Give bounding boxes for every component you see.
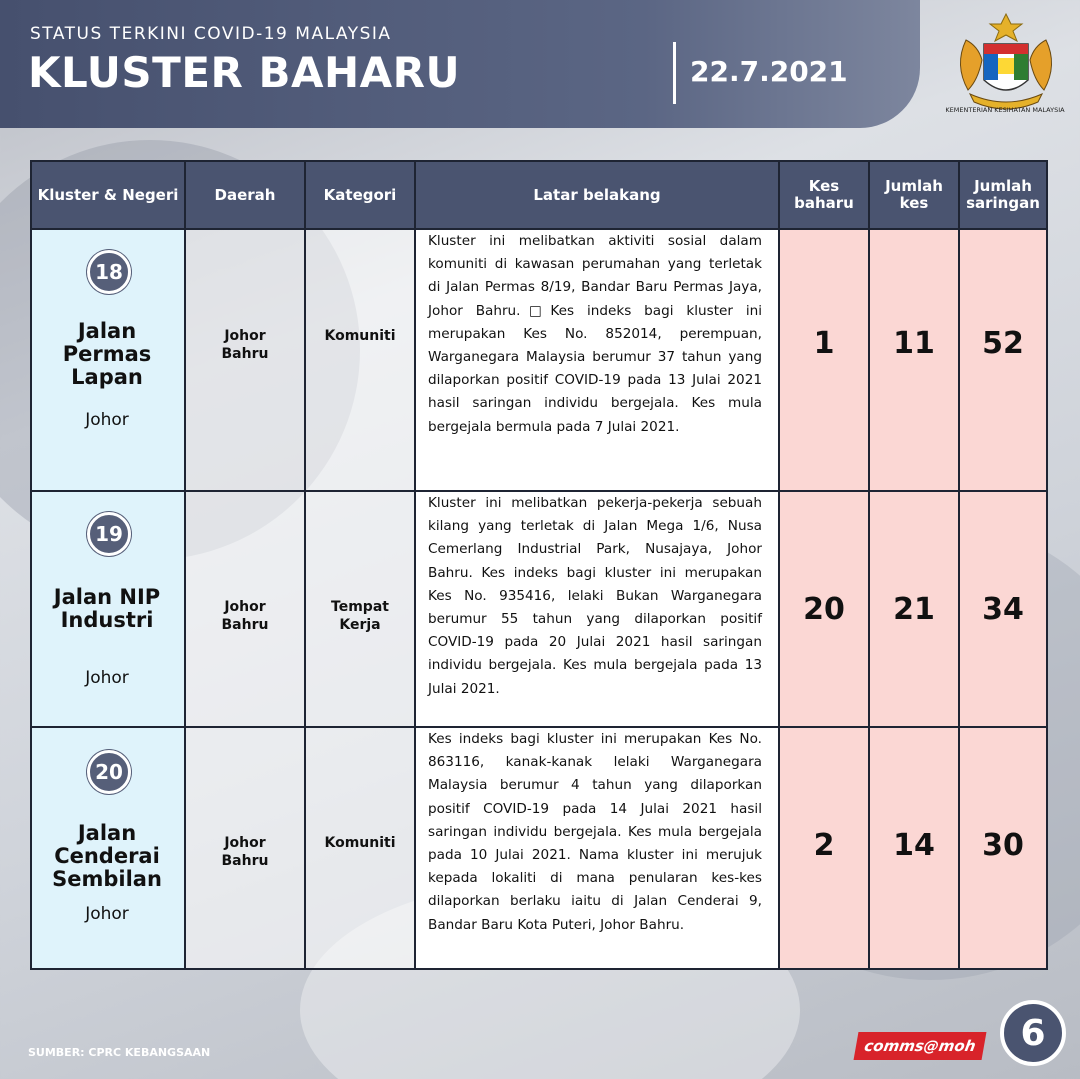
total-cases-value: 11: [893, 326, 935, 361]
new-cases-value: 20: [803, 592, 845, 627]
source-label: SUMBER: CPRC KEBANGSAAN: [28, 1046, 211, 1059]
cluster-name: Jalan Cenderai Sembilan: [52, 821, 162, 891]
district-value: Johor Bahru: [221, 599, 269, 633]
table-row: [30, 492, 1048, 728]
col-header-latar: Latar belakang: [416, 162, 780, 228]
category-cell: [306, 230, 416, 490]
cluster-name: Jalan NIP Industri: [53, 585, 161, 632]
cluster-number: 18: [87, 250, 131, 294]
ministry-label: KEMENTERIAN KESIHATAN MALAYSIA: [945, 106, 1065, 114]
page-subtitle: STATUS TERKINI COVID-19 MALAYSIA: [30, 24, 392, 44]
new-cases-cell: [780, 230, 870, 490]
total-cases-cell: [870, 230, 960, 490]
total-cases-cell: [870, 728, 960, 968]
total-screening-value: 52: [982, 326, 1024, 361]
district-cell: [186, 230, 306, 490]
page-number: 6: [1000, 1000, 1066, 1066]
new-cases-value: 1: [813, 326, 835, 361]
cluster-number: 19: [87, 512, 131, 556]
col-header-kes-baharu: Kes baharu: [780, 162, 870, 228]
cluster-cell: [32, 728, 186, 968]
category-value: Tempat Kerja: [331, 599, 389, 633]
table-row: [30, 728, 1048, 970]
col-header-kluster: Kluster & Negeri: [32, 162, 186, 228]
new-cases-value: 2: [813, 828, 835, 863]
cluster-table: [30, 160, 1048, 970]
table-header: [30, 160, 1048, 230]
report-date: 22.7.2021: [690, 55, 848, 88]
background-text: Kes indeks bagi kluster ini merupakan Kes No. 863116, kanak-kanak lelaki Warganegara Malaysia berumur 4 tahun yang dilaporkan positif COVID-19 pada 14 Julai 2021 hasil saringan individu bergejala. Kes mula bergejala pada 10 Julai 2021. Nama kluster ini merujuk kepada lokaliti di mana penularan kes-kes dilaporkan berlaku iaitu di Jalan Cenderai 9, Bandar Baru Kota Puteri, Johor Bahru.: [428, 731, 762, 933]
total-screening-value: 30: [982, 828, 1024, 863]
district-cell: [186, 492, 306, 726]
col-header-jumlah-kes: Jumlah kes: [870, 162, 960, 228]
table-row: [30, 230, 1048, 492]
new-cases-cell: [780, 728, 870, 968]
header-banner: [0, 0, 920, 128]
district-value: Johor Bahru: [221, 328, 269, 362]
col-header-jumlah-saringan: Jumlah saringan: [966, 177, 1040, 212]
total-screening-cell: [960, 230, 1046, 490]
total-screening-cell: [960, 728, 1046, 968]
background-cell: [416, 492, 780, 726]
category-value: Komuniti: [324, 328, 396, 344]
header-divider: [673, 42, 676, 104]
total-cases-cell: [870, 492, 960, 726]
cluster-name: Jalan Permas Lapan: [62, 319, 152, 389]
background-cell: [416, 230, 780, 490]
col-header-daerah: Daerah: [186, 162, 306, 228]
background-text: Kluster ini melibatkan aktiviti sosial dalam komuniti di kawasan perumahan yang terletak di Jalan Permas 8/19, Bandar Baru Permas Jaya, Johor Bahru.□Kes indeks bagi kluster ini merupakan Kes No. 852014, perempuan, Warganegara Malaysia berumur 37 tahun yang dilaporkan positif COVID-19 pada 13 Julai 2021 hasil saringan individu bergejala. Kes mula bergejala bermula pada 7 Julai 2021.: [428, 233, 762, 435]
category-cell: [306, 492, 416, 726]
cluster-state: Johor: [85, 410, 129, 430]
cluster-number: 20: [87, 750, 131, 794]
cluster-state: Johor: [85, 904, 129, 924]
page-title: KLUSTER BAHARU: [28, 48, 461, 97]
coat-of-arms-logo: [948, 10, 1064, 120]
new-cases-cell: [780, 492, 870, 726]
total-cases-value: 14: [893, 828, 935, 863]
cluster-cell: [32, 230, 186, 490]
cluster-cell: [32, 492, 186, 726]
district-cell: [186, 728, 306, 968]
total-screening-value: 34: [982, 592, 1024, 627]
total-screening-cell: [960, 492, 1046, 726]
col-header-kategori: Kategori: [306, 162, 416, 228]
total-cases-value: 21: [893, 592, 935, 627]
cluster-state: Johor: [85, 668, 129, 688]
background-text: Kluster ini melibatkan pekerja-pekerja sebuah kilang yang terletak di Jalan Mega 1/6, Nusa Cemerlang Industrial Park, Nusajaya, Johor Bahru. Kes indeks bagi kluster ini merupakan Kes No. 935416, lelaki Bukan Warganegara berumur 55 tahun yang dilaporkan positif COVID-19 pada 20 Julai 2021 hasil saringan individu bergejala. Kes mula bergejala pada 13 Julai 2021.: [428, 495, 762, 697]
category-value: Komuniti: [324, 835, 396, 851]
category-cell: [306, 728, 416, 968]
background-cell: [416, 728, 780, 968]
district-value: Johor Bahru: [221, 835, 269, 869]
brand-tag: comms@moh: [854, 1032, 987, 1060]
